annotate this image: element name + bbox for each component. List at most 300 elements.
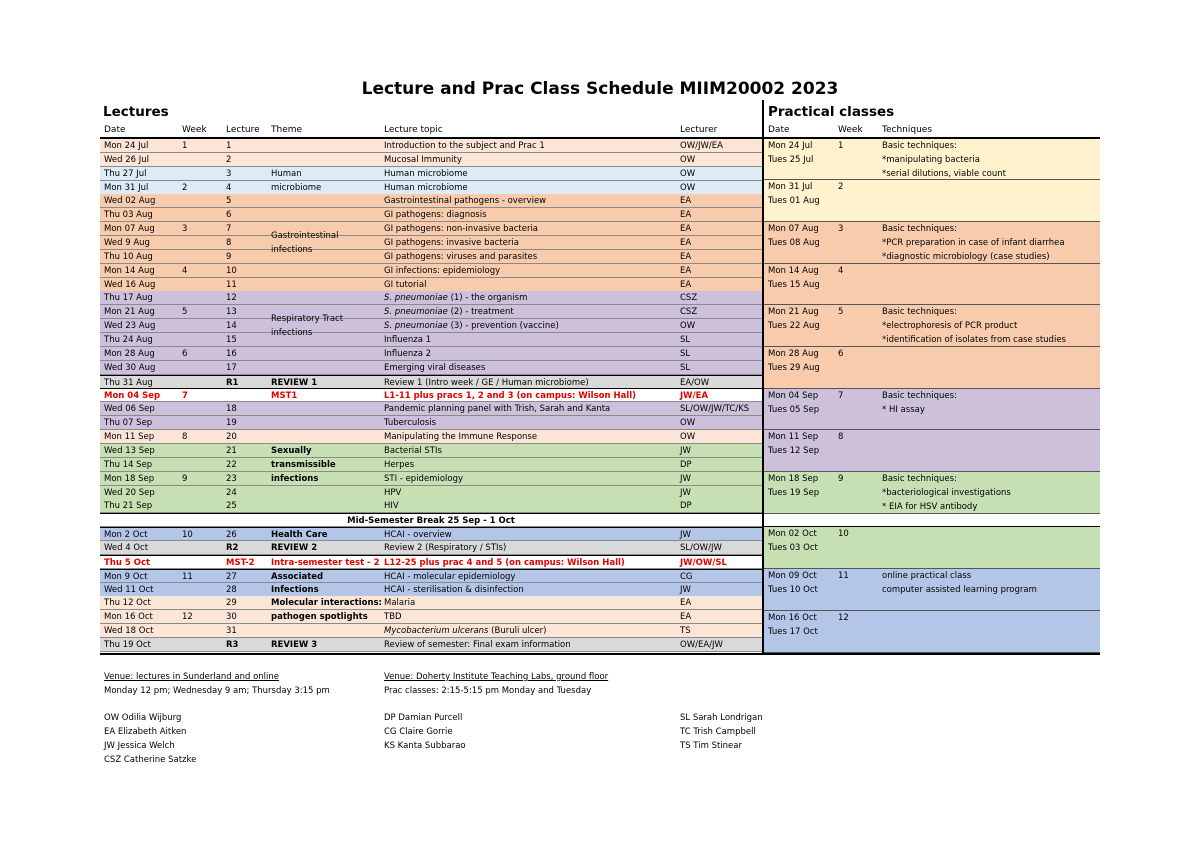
cell-lecturer: JW <box>680 584 691 595</box>
prac-date: Tues 03 Oct <box>768 543 818 553</box>
table-row <box>100 569 762 583</box>
cell-date: Thu 31 Aug <box>104 377 153 388</box>
cell-theme: Associated <box>271 571 324 582</box>
cell-lecturer: JW <box>680 530 691 541</box>
cell-date: Mon 9 Oct <box>104 571 148 582</box>
cell-lecture: 8 <box>226 238 232 249</box>
staff-entry: OW Odilia Wijburg <box>104 713 182 723</box>
venue-lectures-title: Venue: lectures in Sunderland and online <box>104 672 280 682</box>
cell-lecture: 4 <box>226 182 232 193</box>
cell-date: Thu 21 Sep <box>104 501 153 512</box>
cell-topic <box>384 320 559 332</box>
cell-topic: HPV <box>384 487 402 498</box>
staff-entry: TC Trish Campbell <box>680 727 756 737</box>
prac-date: Tues 19 Sep <box>768 488 820 498</box>
prac-date: Mon 31 Jul <box>768 182 813 192</box>
cell-topic <box>384 625 547 637</box>
cell-topic: Manipulating the Immune Response <box>384 432 538 443</box>
cell-topic: GI pathogens: invasive bacteria <box>384 238 519 249</box>
prac-week: 8 <box>838 432 844 442</box>
cell-lecture: 17 <box>226 362 237 373</box>
header-topic: Lecture topic <box>384 125 443 135</box>
cell-lecture: 20 <box>226 432 237 443</box>
italic-organism: S. pneumoniae <box>384 307 448 318</box>
header-theme: Theme <box>271 125 303 135</box>
cell-date: Thu 17 Aug <box>104 293 153 304</box>
cell-date: Thu 19 Oct <box>104 639 151 650</box>
table-row <box>100 291 762 305</box>
lectures-heading: Lectures <box>103 104 169 120</box>
cell-date: Thu 12 Oct <box>104 598 151 609</box>
prac-date: Mon 24 Jul <box>768 141 813 151</box>
cell-lecture: 21 <box>226 445 237 456</box>
cell-date: Wed 02 Aug <box>104 196 156 207</box>
prac-date: Mon 07 Aug <box>768 224 819 234</box>
table-row <box>100 638 762 652</box>
cell-lecturer: CSZ <box>680 293 698 304</box>
cell-topic: HCAI - sterilisation & disinfection <box>384 584 524 595</box>
prac-technique: Basic techniques: <box>882 307 957 317</box>
header-divider <box>100 137 1100 139</box>
prac-date: Tues 29 Aug <box>768 363 820 373</box>
cell-theme: REVIEW 3 <box>271 639 318 650</box>
prac-technique: *PCR preparation in case of infant diarrhea <box>882 238 1065 248</box>
staff-entry: KS Kanta Subbarao <box>384 741 466 751</box>
cell-topic: Influenza 2 <box>384 348 432 359</box>
cell-lecture: 14 <box>226 321 237 332</box>
cell-date: Wed 4 Oct <box>104 542 149 553</box>
table-row <box>100 236 762 250</box>
cell-lecture: 7 <box>226 224 232 235</box>
prac-date: Mon 16 Oct <box>768 613 817 623</box>
table-bottom-border <box>100 653 1100 655</box>
cell-lecturer: DP <box>680 459 692 470</box>
staff-entry: CSZ Catherine Satzke <box>104 755 197 765</box>
cell-theme: Sexually <box>271 445 312 456</box>
cell-lecturer: EA <box>680 210 692 221</box>
cell-lecture: R3 <box>226 639 239 650</box>
table-row <box>100 472 762 486</box>
cell-topic: GI pathogens: viruses and parasites <box>384 251 538 262</box>
cell-date: Mon 07 Aug <box>104 224 155 235</box>
break-row <box>100 513 762 527</box>
prac-technique: computer assisted learning program <box>882 585 1037 595</box>
cell-date: Mon 14 Aug <box>104 265 155 276</box>
prac-technique: *serial dilutions, viable count <box>882 169 1006 179</box>
cell-lecturer: EA <box>680 598 692 609</box>
cell-date: Mon 04 Sep <box>104 391 161 402</box>
cell-lecture: 10 <box>226 265 237 276</box>
topic-text: (2) - treatment <box>447 307 514 318</box>
cell-lecturer: OW <box>680 432 696 443</box>
cell-topic: Review 1 (Intro week / GE / Human microbiome) <box>384 377 589 388</box>
cell-week: 4 <box>182 265 188 276</box>
cell-topic <box>384 306 514 318</box>
cell-lecturer: OW <box>680 182 696 193</box>
break-label: Mid-Semester Break 25 Sep - 1 Oct <box>347 516 515 527</box>
cell-lecturer: EA <box>680 251 692 262</box>
prac-technique: *electrophoresis of PCR product <box>882 321 1018 331</box>
table-row <box>100 278 762 292</box>
prac-date: Tues 17 Oct <box>768 627 818 637</box>
prac-technique: Basic techniques: <box>882 224 957 234</box>
table-row <box>100 319 762 333</box>
table-row <box>100 333 762 347</box>
cell-week: 9 <box>182 473 188 484</box>
table-row <box>100 541 762 555</box>
cell-lecture: 11 <box>226 279 237 290</box>
venue-prac-title: Venue: Doherty Institute Teaching Labs, ground floor <box>384 672 609 682</box>
prac-week: 4 <box>838 266 844 276</box>
cell-date: Thu 14 Sep <box>104 459 153 470</box>
cell-lecturer: OW/EA/JW <box>680 639 723 650</box>
header-date: Date <box>104 125 126 135</box>
header-week: Week <box>182 125 207 135</box>
venue-prac-times: Prac classes: 2:15-5:15 pm Monday and Tuesday <box>384 686 592 696</box>
prac-week: 10 <box>838 529 849 539</box>
cell-date: Wed 06 Sep <box>104 404 155 415</box>
cell-lecture: 26 <box>226 530 237 541</box>
prac-date: Mon 11 Sep <box>768 432 819 442</box>
cell-lecture: MST-2 <box>226 557 255 568</box>
cell-lecture: R1 <box>226 377 239 388</box>
cell-lecture: 3 <box>226 168 232 179</box>
cell-topic: Human microbiome <box>384 168 468 179</box>
cell-topic: Bacterial STIs <box>384 445 442 456</box>
italic-organism: S. pneumoniae <box>384 293 448 304</box>
cell-theme: Infections <box>271 584 319 595</box>
staff-entry: JW Jessica Welch <box>104 741 175 751</box>
table-row <box>100 375 762 389</box>
table-row <box>100 527 762 541</box>
cell-theme: Intra-semester test - 2 <box>271 557 380 568</box>
cell-date: Wed 23 Aug <box>104 321 156 332</box>
table-row <box>100 208 762 222</box>
cell-lecture: 19 <box>226 418 237 429</box>
prac-date: Mon 14 Aug <box>768 266 819 276</box>
cell-topic: Introduction to the subject and Prac 1 <box>384 141 545 151</box>
cell-week: 2 <box>182 182 188 193</box>
table-row <box>100 430 762 444</box>
cell-date: Thu 03 Aug <box>104 210 153 221</box>
cell-lecture: 6 <box>226 210 232 221</box>
cell-topic: TBD <box>384 612 402 623</box>
prac-technique: online practical class <box>882 571 972 581</box>
cell-lecturer: SL <box>680 348 691 359</box>
cell-topic: GI tutorial <box>384 279 427 290</box>
cell-lecture: 18 <box>226 404 237 415</box>
staff-entry: DP Damian Purcell <box>384 713 463 723</box>
prac-header-week: Week <box>838 125 863 135</box>
cell-lecturer: OW <box>680 321 696 332</box>
table-row <box>100 402 762 416</box>
prac-technique: *bacteriological investigations <box>882 488 1011 498</box>
page-title: Lecture and Prac Class Schedule MIIM20002 2023 <box>361 79 839 99</box>
cell-lecturer: CSZ <box>680 307 698 318</box>
cell-lecture: 9 <box>226 251 232 262</box>
cell-lecture: 30 <box>226 612 237 623</box>
prac-date: Mon 28 Aug <box>768 349 819 359</box>
cell-topic: Pandemic planning panel with Trish, Sarah and Kanta <box>384 404 611 415</box>
prac-date: Tues 22 Aug <box>768 321 820 331</box>
staff-entry: CG Claire Gorrie <box>384 727 453 737</box>
cell-topic: Human microbiome <box>384 182 468 193</box>
cell-theme: microbiome <box>271 182 322 193</box>
table-row <box>100 250 762 264</box>
cell-lecturer: EA <box>680 238 692 249</box>
cell-date: Thu 24 Aug <box>104 335 153 346</box>
cell-date: Mon 18 Sep <box>104 473 155 484</box>
cell-date: Mon 28 Aug <box>104 348 155 359</box>
prac-technique: Basic techniques: <box>882 474 957 484</box>
prac-week: 6 <box>838 349 844 359</box>
cell-lecture: 31 <box>226 626 237 637</box>
prac-technique: * EIA for HSV antibody <box>882 502 978 512</box>
italic-organism: S. pneumoniae <box>384 321 448 332</box>
cell-lecture: 15 <box>226 335 237 346</box>
cell-date: Mon 16 Oct <box>104 612 153 623</box>
prac-week: 5 <box>838 307 844 317</box>
prac-date: Tues 12 Sep <box>768 446 820 456</box>
cell-week: 8 <box>182 432 188 443</box>
cell-topic: Review of semester: Final exam information <box>384 639 571 650</box>
cell-lecturer: JW/EA <box>680 391 709 402</box>
cell-lecture: 13 <box>226 307 237 318</box>
prac-week: 11 <box>838 571 849 581</box>
table-row <box>100 305 762 319</box>
cell-lecturer: JW <box>680 487 691 498</box>
prac-date: Mon 18 Sep <box>768 474 819 484</box>
cell-lecture: 1 <box>226 141 232 151</box>
table-row <box>100 388 762 402</box>
table-row <box>100 361 762 375</box>
cell-theme: Human <box>271 168 302 179</box>
cell-date: Mon 21 Aug <box>104 307 155 318</box>
section-divider <box>762 100 764 655</box>
cell-lecture: 5 <box>226 196 232 207</box>
cell-week: 12 <box>182 612 193 623</box>
cell-lecturer: SL <box>680 362 691 373</box>
prac-week: 9 <box>838 474 844 484</box>
cell-week: 10 <box>182 530 193 541</box>
header-lecture: Lecture <box>226 125 260 135</box>
prac-date: Tues 10 Oct <box>768 585 818 595</box>
cell-week: 7 <box>182 391 188 402</box>
cell-date: Wed 11 Oct <box>104 584 154 595</box>
table-row <box>100 181 762 195</box>
cell-week: 6 <box>182 348 188 359</box>
cell-theme: infections <box>271 473 319 484</box>
table-row <box>100 444 762 458</box>
cell-date: Wed 13 Sep <box>104 445 155 456</box>
cell-week: 1 <box>182 141 188 151</box>
cell-topic: GI pathogens: non-invasive bacteria <box>384 224 539 235</box>
cell-topic <box>384 292 527 304</box>
cell-lecturer: JW <box>680 445 691 456</box>
cell-date: Thu 5 Oct <box>104 557 151 568</box>
prac-week: 3 <box>838 224 844 234</box>
cell-lecture: 2 <box>226 154 232 165</box>
header-lecturer: Lecturer <box>680 125 718 135</box>
cell-lecturer: EA <box>680 279 692 290</box>
prac-date: Mon 04 Sep <box>768 391 819 401</box>
cell-date: Wed 26 Jul <box>104 154 150 165</box>
cell-week: 3 <box>182 224 188 235</box>
staff-entry: EA Elizabeth Aitken <box>104 727 187 737</box>
prac-header-techniques: Techniques <box>882 125 933 135</box>
prac-technique: *manipulating bacteria <box>882 155 980 165</box>
cell-theme: REVIEW 1 <box>271 377 318 388</box>
cell-lecture: 23 <box>226 473 237 484</box>
cell-lecturer: SL/OW/JW <box>680 542 722 553</box>
cell-topic: Influenza 1 <box>384 335 432 346</box>
theme-respiratory: Respiratory Tract infections <box>271 314 344 338</box>
cell-lecture: 28 <box>226 584 237 595</box>
cell-theme: Molecular interactions: <box>271 598 382 609</box>
table-row <box>100 194 762 208</box>
cell-topic: Mucosal Immunity <box>384 154 462 165</box>
staff-entry: TS Tim Stinear <box>680 741 742 751</box>
cell-date: Thu 27 Jul <box>104 168 147 179</box>
prac-week: 2 <box>838 182 844 192</box>
cell-topic: Emerging viral diseases <box>384 362 486 373</box>
prac-header-date: Date <box>768 125 790 135</box>
topic-text: (3) - prevention (vaccine) <box>447 321 559 332</box>
table-row <box>100 347 762 361</box>
cell-theme: Health Care <box>271 530 328 541</box>
prac-technique: Basic techniques: <box>882 391 957 401</box>
cell-topic: HIV <box>384 501 399 512</box>
cell-lecturer: EA <box>680 612 692 623</box>
prac-technique: Basic techniques: <box>882 141 957 151</box>
prac-technique: *diagnostic microbiology (case studies) <box>882 252 1050 262</box>
cell-date: Mon 24 Jul <box>104 141 149 151</box>
cell-lecturer: JW <box>680 473 691 484</box>
prac-date: Tues 25 Jul <box>768 155 814 165</box>
cell-lecture: 27 <box>226 571 237 582</box>
cell-topic: Tuberculosis <box>384 418 437 429</box>
table-row <box>100 264 762 278</box>
cell-date: Thu 10 Aug <box>104 251 153 262</box>
cell-date: Wed 9 Aug <box>104 238 150 249</box>
table-row <box>100 596 762 610</box>
prac-technique: *identification of isolates from case studies <box>882 335 1066 345</box>
prac-date: Tues 05 Sep <box>768 405 820 415</box>
cell-lecture: 12 <box>226 293 237 304</box>
cell-topic: L12-25 plus prac 4 and 5 (on campus: Wilson Hall) <box>384 557 625 568</box>
practicals-heading: Practical classes <box>768 104 895 120</box>
cell-lecture: R2 <box>226 542 239 553</box>
cell-lecturer: OW <box>680 168 696 179</box>
cell-date: Wed 30 Aug <box>104 362 156 373</box>
cell-lecture: 29 <box>226 598 237 609</box>
table-row <box>100 486 762 500</box>
prac-week: 7 <box>838 391 844 401</box>
cell-topic: Herpes <box>384 459 415 470</box>
cell-topic: Malaria <box>384 598 416 609</box>
prac-date: Mon 21 Aug <box>768 307 819 317</box>
cell-topic: HCAI - overview <box>384 530 452 541</box>
prac-date: Mon 02 Oct <box>768 529 817 539</box>
cell-date: Mon 31 Jul <box>104 182 149 193</box>
cell-lecturer: OW <box>680 154 696 165</box>
prac-date: Tues 01 Aug <box>768 196 820 206</box>
cell-topic: Gastrointestinal pathogens - overview <box>384 196 547 207</box>
cell-lecture: 25 <box>226 501 237 512</box>
topic-text: (Buruli ulcer) <box>488 626 547 637</box>
cell-lecturer: JW/OW/SL <box>680 557 727 568</box>
prac-date: Mon 09 Oct <box>768 571 817 581</box>
table-row <box>100 153 762 167</box>
cell-lecture: 16 <box>226 348 237 359</box>
prac-week: 1 <box>838 141 844 151</box>
venue-lectures-times: Monday 12 pm; Wednesday 9 am; Thursday 3:15 pm <box>104 686 330 696</box>
cell-topic: L1-11 plus pracs 1, 2 and 3 (on campus: Wilson Hall) <box>384 391 637 402</box>
cell-date: Thu 07 Sep <box>104 418 153 429</box>
cell-lecturer: EA <box>680 265 692 276</box>
table-row <box>100 583 762 597</box>
table-row <box>100 499 762 513</box>
italic-organism: Mycobacterium ulcerans <box>384 626 489 637</box>
cell-lecturer: EA <box>680 196 692 207</box>
prac-week: 12 <box>838 613 849 623</box>
prac-break-gap <box>764 514 1100 527</box>
prac-date: Tues 15 Aug <box>768 280 820 290</box>
cell-lecturer: EA <box>680 224 692 235</box>
cell-theme: REVIEW 2 <box>271 542 318 553</box>
cell-theme: transmissible <box>271 459 336 470</box>
table-row <box>100 139 762 153</box>
topic-text: (1) - the organism <box>447 293 528 304</box>
cell-lecturer: TS <box>680 626 691 637</box>
cell-date: Mon 11 Sep <box>104 432 155 443</box>
table-row <box>100 555 762 569</box>
cell-week: 11 <box>182 571 193 582</box>
cell-lecturer: DP <box>680 501 692 512</box>
prac-technique: * HI assay <box>882 405 925 415</box>
cell-date: Wed 18 Oct <box>104 626 154 637</box>
staff-entry: SL Sarah Londrigan <box>680 713 763 723</box>
theme-gastrointestinal: Gastrointestinal infections <box>271 231 339 255</box>
cell-lecturer: OW <box>680 418 696 429</box>
cell-date: Wed 20 Sep <box>104 487 155 498</box>
prac-date: Tues 08 Aug <box>768 238 820 248</box>
cell-theme: pathogen spotlights <box>271 612 368 623</box>
cell-lecturer: SL/OW/JW/TC/KS <box>680 404 750 415</box>
cell-topic: STI - epidemiology <box>384 473 464 484</box>
table-row <box>100 167 762 181</box>
cell-lecture: 24 <box>226 487 237 498</box>
cell-lecturer: SL <box>680 335 691 346</box>
cell-date: Mon 2 Oct <box>104 530 148 541</box>
cell-lecture: 22 <box>226 459 237 470</box>
cell-theme: MST1 <box>271 391 298 402</box>
table-row <box>100 222 762 236</box>
cell-topic: GI infections: epidemiology <box>384 265 501 276</box>
cell-lecturer: EA/OW <box>680 377 710 388</box>
table-row <box>100 624 762 638</box>
table-row <box>100 610 762 624</box>
cell-lecturer: CG <box>680 571 693 582</box>
table-row <box>100 458 762 472</box>
cell-lecturer: OW/JW/EA <box>680 141 723 151</box>
cell-date: Wed 16 Aug <box>104 279 156 290</box>
cell-week: 5 <box>182 307 188 318</box>
table-row <box>100 416 762 430</box>
cell-topic: Review 2 (Respiratory / STIs) <box>384 542 507 553</box>
cell-topic: GI pathogens: diagnosis <box>384 210 487 221</box>
cell-topic: HCAI - molecular epidemiology <box>384 571 516 582</box>
